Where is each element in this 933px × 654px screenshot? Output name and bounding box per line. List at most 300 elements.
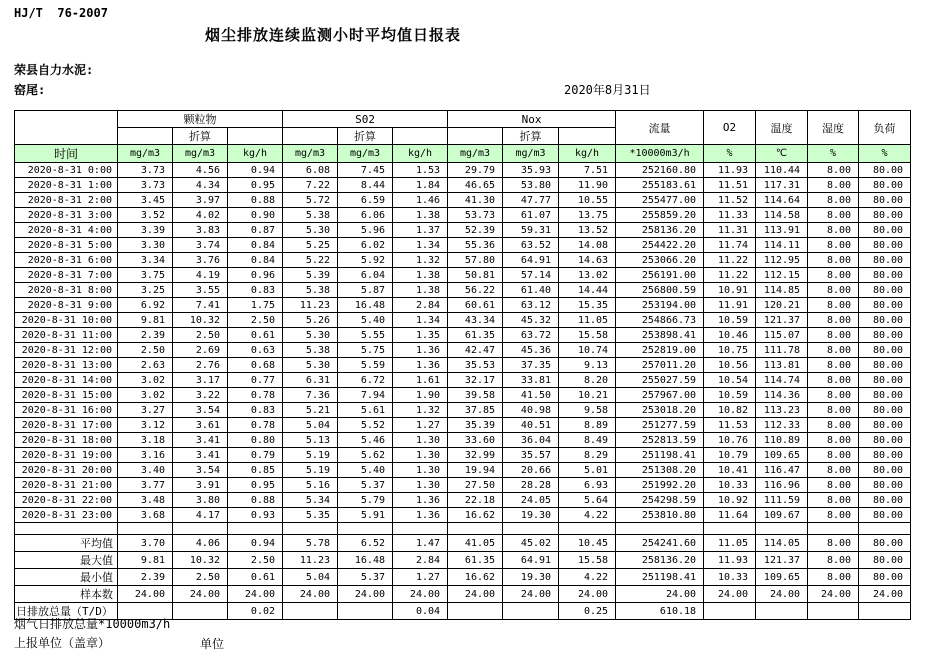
- value-cell: 8.00: [808, 448, 859, 463]
- table-row: [15, 208, 911, 223]
- summary-value-cell: 2.50: [228, 552, 283, 569]
- value-cell: 80.00: [859, 508, 911, 523]
- row-label-cell: 2020-8-31 23:00: [15, 508, 118, 523]
- value-cell: 0.61: [228, 328, 283, 343]
- row-label-cell: 2020-8-31 20:00: [15, 463, 118, 478]
- value-cell: 3.12: [118, 418, 173, 433]
- value-cell: 3.16: [118, 448, 173, 463]
- empty-cell: [118, 523, 173, 535]
- table-row: [15, 388, 911, 403]
- unit-cell: kg/h: [559, 145, 616, 163]
- value-cell: 11.53: [704, 418, 756, 433]
- value-cell: 5.30: [283, 358, 338, 373]
- value-cell: 4.34: [173, 178, 228, 193]
- value-cell: 5.30: [283, 328, 338, 343]
- value-cell: 10.54: [704, 373, 756, 388]
- unit-cell: *10000m3/h: [616, 145, 704, 163]
- row-label-cell: 2020-8-31 8:00: [15, 283, 118, 298]
- value-cell: 3.74: [173, 238, 228, 253]
- value-cell: 1.32: [393, 253, 448, 268]
- value-cell: 5.46: [338, 433, 393, 448]
- value-cell: 1.27: [393, 418, 448, 433]
- summary-value-cell: 24.00: [448, 586, 503, 603]
- row-label-cell: 平均值: [15, 535, 118, 552]
- row-label-cell: 最小值: [15, 569, 118, 586]
- row-label-cell: 最大值: [15, 552, 118, 569]
- kiln-label: 窑尾:: [14, 83, 46, 97]
- value-cell: 7.36: [283, 388, 338, 403]
- value-cell: 10.82: [704, 403, 756, 418]
- standard-code: HJ/T 76-2007: [14, 6, 108, 20]
- empty-cell: [173, 523, 228, 535]
- unit-cell: kg/h: [228, 145, 283, 163]
- value-cell: 8.00: [808, 493, 859, 508]
- value-cell: 0.84: [228, 238, 283, 253]
- value-cell: 8.00: [808, 478, 859, 493]
- summary-value-cell: 1.47: [393, 535, 448, 552]
- value-cell: 61.40: [503, 283, 559, 298]
- value-cell: 8.00: [808, 328, 859, 343]
- value-cell: 40.98: [503, 403, 559, 418]
- summary-value-cell: [338, 603, 393, 620]
- value-cell: 255027.59: [616, 373, 704, 388]
- value-cell: 53.73: [448, 208, 503, 223]
- row-label-cell: 2020-8-31 4:00: [15, 223, 118, 238]
- value-cell: 0.83: [228, 283, 283, 298]
- value-cell: 80.00: [859, 208, 911, 223]
- value-cell: 8.00: [808, 373, 859, 388]
- value-cell: 8.00: [808, 343, 859, 358]
- value-cell: 8.00: [808, 463, 859, 478]
- summary-value-cell: 8.00: [808, 569, 859, 586]
- value-cell: 19.30: [503, 508, 559, 523]
- empty-cell: [616, 523, 704, 535]
- table-row: [15, 238, 911, 253]
- value-cell: 11.22: [704, 253, 756, 268]
- value-cell: 63.52: [503, 238, 559, 253]
- value-cell: 255477.00: [616, 193, 704, 208]
- row-label-cell: 2020-8-31 18:00: [15, 433, 118, 448]
- summary-value-cell: 258136.20: [616, 552, 704, 569]
- summary-value-cell: 5.37: [338, 569, 393, 586]
- value-cell: 3.41: [173, 448, 228, 463]
- value-cell: 117.31: [756, 178, 808, 193]
- value-cell: 2.50: [228, 313, 283, 328]
- summary-value-cell: 10.32: [173, 552, 228, 569]
- value-cell: 112.33: [756, 418, 808, 433]
- monitoring-table: [14, 110, 911, 620]
- unit-cell: %: [808, 145, 859, 163]
- summary-value-cell: 24.00: [756, 586, 808, 603]
- value-cell: 113.81: [756, 358, 808, 373]
- row-label-cell: 2020-8-31 6:00: [15, 253, 118, 268]
- value-cell: 253066.20: [616, 253, 704, 268]
- value-cell: 5.39: [283, 268, 338, 283]
- summary-value-cell: 0.02: [228, 603, 283, 620]
- value-cell: 29.79: [448, 163, 503, 178]
- summary-value-cell: [756, 603, 808, 620]
- value-cell: 14.44: [559, 283, 616, 298]
- value-cell: 80.00: [859, 193, 911, 208]
- value-cell: 11.74: [704, 238, 756, 253]
- value-cell: 1.61: [393, 373, 448, 388]
- summary-value-cell: 610.18: [616, 603, 704, 620]
- value-cell: 114.58: [756, 208, 808, 223]
- value-cell: 80.00: [859, 163, 911, 178]
- value-cell: 2.63: [118, 358, 173, 373]
- value-cell: 3.76: [173, 253, 228, 268]
- table-row: [15, 163, 911, 178]
- row-label-cell: 2020-8-31 22:00: [15, 493, 118, 508]
- table-row: [15, 418, 911, 433]
- table-row: [15, 508, 911, 523]
- value-cell: 14.08: [559, 238, 616, 253]
- unit-cell: kg/h: [393, 145, 448, 163]
- summary-value-cell: 24.00: [704, 586, 756, 603]
- value-cell: 5.13: [283, 433, 338, 448]
- value-cell: 5.04: [283, 418, 338, 433]
- row-label-cell: 2020-8-31 19:00: [15, 448, 118, 463]
- value-cell: 252819.00: [616, 343, 704, 358]
- value-cell: 3.77: [118, 478, 173, 493]
- summary-value-cell: 24.00: [859, 586, 911, 603]
- value-cell: 7.94: [338, 388, 393, 403]
- value-cell: 1.36: [393, 358, 448, 373]
- value-cell: 8.00: [808, 433, 859, 448]
- value-cell: 1.34: [393, 238, 448, 253]
- value-cell: 57.80: [448, 253, 503, 268]
- unit-cell: %: [704, 145, 756, 163]
- value-cell: 121.37: [756, 313, 808, 328]
- value-cell: 47.77: [503, 193, 559, 208]
- header-converted: 折算: [173, 128, 228, 145]
- value-cell: 10.55: [559, 193, 616, 208]
- value-cell: 0.87: [228, 223, 283, 238]
- value-cell: 114.85: [756, 283, 808, 298]
- value-cell: 114.64: [756, 193, 808, 208]
- summary-value-cell: 19.30: [503, 569, 559, 586]
- header-temperature: 温度: [756, 111, 808, 145]
- value-cell: 80.00: [859, 433, 911, 448]
- value-cell: 256800.59: [616, 283, 704, 298]
- value-cell: 5.91: [338, 508, 393, 523]
- unit-cell: mg/m3: [448, 145, 503, 163]
- value-cell: 5.40: [338, 463, 393, 478]
- value-cell: 10.32: [173, 313, 228, 328]
- footer-total-line: 烟气日排放总量*10000m3/h: [14, 617, 171, 631]
- value-cell: 11.05: [559, 313, 616, 328]
- value-cell: 11.51: [704, 178, 756, 193]
- summary-value-cell: 64.91: [503, 552, 559, 569]
- header-so2: S02: [283, 111, 448, 128]
- value-cell: 2.39: [118, 328, 173, 343]
- value-cell: 8.29: [559, 448, 616, 463]
- value-cell: 109.67: [756, 508, 808, 523]
- table-head: [15, 111, 911, 163]
- row-label-cell: 2020-8-31 13:00: [15, 358, 118, 373]
- summary-value-cell: 15.58: [559, 552, 616, 569]
- value-cell: 10.76: [704, 433, 756, 448]
- row-label-cell: 2020-8-31 12:00: [15, 343, 118, 358]
- value-cell: 6.02: [338, 238, 393, 253]
- summary-value-cell: 10.33: [704, 569, 756, 586]
- summary-value-cell: 2.39: [118, 569, 173, 586]
- value-cell: 5.38: [283, 343, 338, 358]
- summary-value-cell: 9.81: [118, 552, 173, 569]
- value-cell: 13.02: [559, 268, 616, 283]
- value-cell: 52.39: [448, 223, 503, 238]
- value-cell: 255183.61: [616, 178, 704, 193]
- value-cell: 3.68: [118, 508, 173, 523]
- value-cell: 0.88: [228, 193, 283, 208]
- value-cell: 10.56: [704, 358, 756, 373]
- summary-value-cell: 24.00: [503, 586, 559, 603]
- value-cell: 0.93: [228, 508, 283, 523]
- summary-value-cell: 5.04: [283, 569, 338, 586]
- value-cell: 254866.73: [616, 313, 704, 328]
- value-cell: 251277.59: [616, 418, 704, 433]
- value-cell: 0.63: [228, 343, 283, 358]
- value-cell: 5.38: [283, 208, 338, 223]
- table-row: [15, 403, 911, 418]
- value-cell: 1.30: [393, 433, 448, 448]
- empty-cell: [393, 523, 448, 535]
- summary-value-cell: [283, 603, 338, 620]
- value-cell: 109.65: [756, 448, 808, 463]
- table-row: [15, 373, 911, 388]
- value-cell: 5.72: [283, 193, 338, 208]
- summary-row: [15, 535, 911, 552]
- value-cell: 11.93: [704, 163, 756, 178]
- table-row: [15, 463, 911, 478]
- value-cell: 5.30: [283, 223, 338, 238]
- value-cell: 0.90: [228, 208, 283, 223]
- value-cell: 3.25: [118, 283, 173, 298]
- value-cell: 251992.20: [616, 478, 704, 493]
- value-cell: 5.64: [559, 493, 616, 508]
- value-cell: 3.41: [173, 433, 228, 448]
- value-cell: 3.61: [173, 418, 228, 433]
- summary-value-cell: 41.05: [448, 535, 503, 552]
- summary-value-cell: 11.93: [704, 552, 756, 569]
- value-cell: 57.14: [503, 268, 559, 283]
- value-cell: 5.92: [338, 253, 393, 268]
- value-cell: 3.40: [118, 463, 173, 478]
- empty-cell: [228, 523, 283, 535]
- value-cell: 63.72: [503, 328, 559, 343]
- value-cell: 24.05: [503, 493, 559, 508]
- value-cell: 19.94: [448, 463, 503, 478]
- empty-cell: [559, 523, 616, 535]
- value-cell: 6.04: [338, 268, 393, 283]
- value-cell: 4.02: [173, 208, 228, 223]
- value-cell: 80.00: [859, 328, 911, 343]
- value-cell: 45.36: [503, 343, 559, 358]
- value-cell: 8.49: [559, 433, 616, 448]
- value-cell: 9.81: [118, 313, 173, 328]
- value-cell: 8.20: [559, 373, 616, 388]
- value-cell: 6.08: [283, 163, 338, 178]
- value-cell: 5.16: [283, 478, 338, 493]
- empty-cell: [338, 523, 393, 535]
- row-label-cell: 2020-8-31 15:00: [15, 388, 118, 403]
- value-cell: 80.00: [859, 403, 911, 418]
- value-cell: 120.21: [756, 298, 808, 313]
- summary-value-cell: 5.78: [283, 535, 338, 552]
- value-cell: 13.75: [559, 208, 616, 223]
- summary-value-cell: 24.00: [616, 586, 704, 603]
- value-cell: 255859.20: [616, 208, 704, 223]
- summary-value-cell: 80.00: [859, 535, 911, 552]
- value-cell: 253898.41: [616, 328, 704, 343]
- value-cell: 0.78: [228, 388, 283, 403]
- value-cell: 0.88: [228, 493, 283, 508]
- summary-value-cell: 10.45: [559, 535, 616, 552]
- summary-value-cell: 16.62: [448, 569, 503, 586]
- value-cell: 0.85: [228, 463, 283, 478]
- value-cell: 11.90: [559, 178, 616, 193]
- summary-value-cell: 2.50: [173, 569, 228, 586]
- value-cell: 16.48: [338, 298, 393, 313]
- value-cell: 5.79: [338, 493, 393, 508]
- value-cell: 5.35: [283, 508, 338, 523]
- empty-cell: [448, 523, 503, 535]
- value-cell: 3.22: [173, 388, 228, 403]
- value-cell: 254298.59: [616, 493, 704, 508]
- value-cell: 32.17: [448, 373, 503, 388]
- value-cell: 252160.80: [616, 163, 704, 178]
- value-cell: 112.15: [756, 268, 808, 283]
- value-cell: 5.19: [283, 448, 338, 463]
- header-sub-empty: [448, 128, 503, 145]
- summary-value-cell: 0.94: [228, 535, 283, 552]
- value-cell: 37.35: [503, 358, 559, 373]
- empty-cell: [756, 523, 808, 535]
- summary-value-cell: 114.05: [756, 535, 808, 552]
- value-cell: 251198.41: [616, 448, 704, 463]
- value-cell: 10.46: [704, 328, 756, 343]
- table-row: [15, 268, 911, 283]
- value-cell: 116.47: [756, 463, 808, 478]
- unit-label: 单位: [200, 637, 225, 651]
- value-cell: 35.57: [503, 448, 559, 463]
- header-sub-empty: [228, 128, 283, 145]
- value-cell: 20.66: [503, 463, 559, 478]
- value-cell: 7.51: [559, 163, 616, 178]
- row-label-cell: 日排放总量（T/D）: [15, 603, 118, 620]
- summary-value-cell: 11.23: [283, 552, 338, 569]
- value-cell: 80.00: [859, 358, 911, 373]
- value-cell: 22.18: [448, 493, 503, 508]
- unit-cell: mg/m3: [503, 145, 559, 163]
- value-cell: 0.96: [228, 268, 283, 283]
- summary-value-cell: [859, 603, 911, 620]
- row-label-cell: 样本数: [15, 586, 118, 603]
- value-cell: 6.72: [338, 373, 393, 388]
- row-label-cell: 2020-8-31 21:00: [15, 478, 118, 493]
- value-cell: 114.11: [756, 238, 808, 253]
- value-cell: 252813.59: [616, 433, 704, 448]
- company-name: 荣县自力水泥:: [14, 63, 94, 77]
- value-cell: 0.80: [228, 433, 283, 448]
- value-cell: 80.00: [859, 223, 911, 238]
- header-converted: 折算: [338, 128, 393, 145]
- value-cell: 3.54: [173, 463, 228, 478]
- value-cell: 8.00: [808, 508, 859, 523]
- table-row: [15, 493, 911, 508]
- header-flow: 流量: [616, 111, 704, 145]
- row-label-cell: 2020-8-31 11:00: [15, 328, 118, 343]
- row-label-cell: 2020-8-31 5:00: [15, 238, 118, 253]
- value-cell: 5.38: [283, 283, 338, 298]
- summary-value-cell: 6.52: [338, 535, 393, 552]
- unit-cell: ℃: [756, 145, 808, 163]
- value-cell: 3.39: [118, 223, 173, 238]
- value-cell: 8.44: [338, 178, 393, 193]
- value-cell: 80.00: [859, 313, 911, 328]
- value-cell: 1.36: [393, 343, 448, 358]
- value-cell: 3.30: [118, 238, 173, 253]
- value-cell: 1.53: [393, 163, 448, 178]
- value-cell: 11.33: [704, 208, 756, 223]
- summary-value-cell: 24.00: [228, 586, 283, 603]
- empty-cell: [808, 523, 859, 535]
- value-cell: 14.63: [559, 253, 616, 268]
- summary-value-cell: 80.00: [859, 552, 911, 569]
- value-cell: 0.94: [228, 163, 283, 178]
- value-cell: 60.61: [448, 298, 503, 313]
- value-cell: 4.56: [173, 163, 228, 178]
- value-cell: 1.36: [393, 493, 448, 508]
- value-cell: 1.38: [393, 268, 448, 283]
- value-cell: 256191.00: [616, 268, 704, 283]
- value-cell: 0.84: [228, 253, 283, 268]
- value-cell: 40.51: [503, 418, 559, 433]
- value-cell: 8.00: [808, 223, 859, 238]
- row-label-cell: 2020-8-31 10:00: [15, 313, 118, 328]
- value-cell: 80.00: [859, 373, 911, 388]
- value-cell: 61.35: [448, 328, 503, 343]
- value-cell: 3.52: [118, 208, 173, 223]
- header-o2: O2: [704, 111, 756, 145]
- value-cell: 113.23: [756, 403, 808, 418]
- value-cell: 41.30: [448, 193, 503, 208]
- row-label-cell: 2020-8-31 3:00: [15, 208, 118, 223]
- summary-value-cell: 24.00: [118, 586, 173, 603]
- summary-row: [15, 569, 911, 586]
- summary-value-cell: 24.00: [808, 586, 859, 603]
- value-cell: 3.83: [173, 223, 228, 238]
- summary-value-cell: 61.35: [448, 552, 503, 569]
- value-cell: 5.22: [283, 253, 338, 268]
- value-cell: 5.96: [338, 223, 393, 238]
- value-cell: 10.59: [704, 388, 756, 403]
- value-cell: 253194.00: [616, 298, 704, 313]
- summary-value-cell: 109.65: [756, 569, 808, 586]
- value-cell: 61.07: [503, 208, 559, 223]
- report-date: 2020年8月31日: [564, 83, 651, 97]
- value-cell: 3.54: [173, 403, 228, 418]
- value-cell: 116.96: [756, 478, 808, 493]
- value-cell: 28.28: [503, 478, 559, 493]
- summary-value-cell: 0.25: [559, 603, 616, 620]
- value-cell: 4.19: [173, 268, 228, 283]
- value-cell: 35.93: [503, 163, 559, 178]
- header-sub-empty: [118, 128, 173, 145]
- value-cell: 1.38: [393, 208, 448, 223]
- value-cell: 8.00: [808, 403, 859, 418]
- value-cell: 80.00: [859, 493, 911, 508]
